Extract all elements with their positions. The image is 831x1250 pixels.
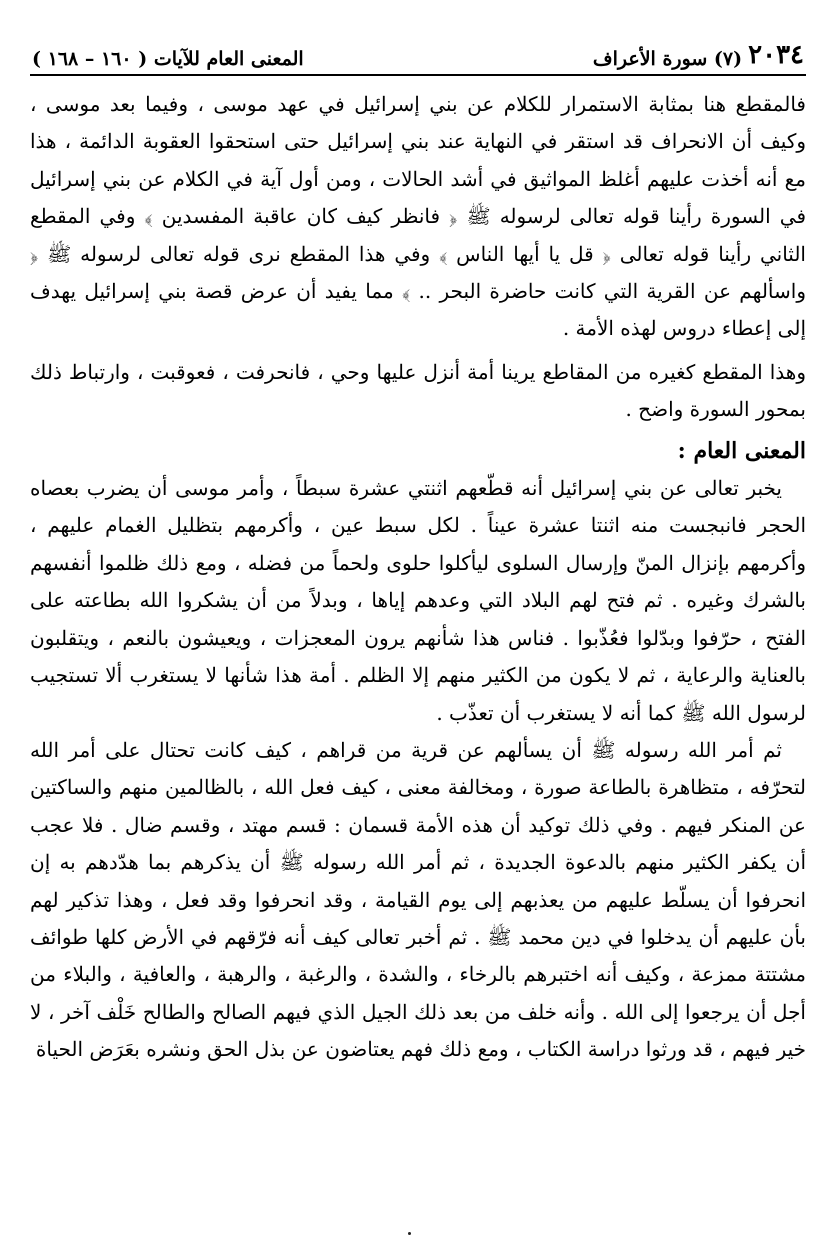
page-number: ٢٠٣٤ xyxy=(748,40,804,70)
page-content xyxy=(30,86,806,1069)
book-page xyxy=(30,34,806,1069)
paragraph-meaning-2: ثم أمر الله رسوله ﷺ أن يسألهم عن قرية من قراهم ، كيف كانت تحتال على أمر الله لتحرّفه ، متظاهرة بالطاعة صورة ، ومخالفة معنى ، كيف فعل الله ، بالظالمين منهم والساكتين عن المنكر فيهم . وفي ذلك توكيد أن هذه الأمة قسمان : قسم مهتد ، وقسم ضال . فلا عجب أن يكفر الكثير منهم بالدعوة الجديدة ، ثم أمر الله رسوله ﷺ أن يذكرهم بما هدّدهم به إن انحرفوا أن يسلّط عليهم من يعذبهم إلى يوم القيامة ، وقد انحرفوا وقد فعل ، وهذا تذكير لهم بأن عليهم أن يدخلوا في دين محمد ﷺ . ثم أخبر تعالى كيف أنه فرّقهم في الأرض كلها طوائف مشتتة ممزعة ، وكيف أنه اختبرهم بالرخاء ، والشدة ، والرغبة ، والرهبة ، والعافية ، والبلاء من أجل أن يرجعوا إلى الله . وأنه خلف من بعد ذلك الجيل الذي فيهم الصالح والطالح خَلْف آخر ، لا خير فيهم ، قد ورثوا دراسة الكتاب ، ومع ذلك فهم يعتاضون عن بذل الحق ونشره بعَرَض الحياة xyxy=(30,737,806,1062)
section-label: المعنى العام للآيات ( ١٦٠ – ١٦٨ ) xyxy=(32,48,304,70)
page-header xyxy=(30,34,806,76)
paragraph-intro: فالمقطع هنا بمثابة الاستمرار للكلام عن بني إسرائيل في عهد موسى ، وفيما بعد موسى ، وكيف أن الانحراف قد استقر في النهاية عند بني إسرائيل حتى استحقوا العقوبة الدائمة ، هذا مع أنه أخذت عليهم أغلظ المواثيق في أشد الحالات ، ومن أول آية في الكلام عن بني إسرائيل في السورة رأينا قوله تعالى لرسوله ﷺ ﴿ فانظر كيف كان عاقبة المفسدين ﴾ وفي المقطع الثاني رأينا قوله تعالى ﴿ قل يا أيها الناس ﴾ وفي هذا المقطع نرى قوله تعالى لرسوله ﷺ ﴿ واسألهم عن القرية التي كانت حاضرة البحر .. ﴾ مما يفيد أن عرض قصة بني إسرائيل يهدف إلى إعطاء دروس لهذه الأمة . xyxy=(30,92,806,341)
paragraph-summary: وهذا المقطع كغيره من المقاطع يرينا أمة أنزل عليها وحي ، فانحرفت ، فعوقبت ، وارتباط ذلك بمحور السورة واضح . xyxy=(30,359,806,422)
paragraph-meaning-1: يخبر تعالى عن بني إسرائيل أنه قطّعهم اثنتي عشرة سبطاً ، وأمر موسى أن يضرب بعصاه الحجر فانبجست منه اثنتا عشرة عيناً . لكل سبط عين ، وأكرمهم بتظليل الغمام عليهم ، وأكرمهم بإنزال المنّ وإرسال السلوى ليأكلوا حلوى ولحماً من فضله ، ومع ذلك ظلموا أنفسهم بالشرك وغيره . ثم فتح لهم البلاد التي وعدهم إياها ، وبدلاً من أن يشكروا الله بطاعته على الفتح ، حرّفوا وبدّلوا فعُذّبوا . فناس هذا شأنهم يرون المعجزات ، ويعيشون بالنعم ، ويتقلبون بالعناية والرعاية ، ثم لا يكون من الكثير منهم إلا الظلم . أمة هذا شأنها لا يستغرب ألا تستجيب لرسول الله ﷺ كما أنه لا يستغرب أن تعذّب . xyxy=(30,476,806,725)
surah-label: (٧) سورة الأعراف xyxy=(592,48,743,70)
page-end-dot xyxy=(408,1232,411,1235)
header-right xyxy=(593,40,804,70)
section-heading: المعنى العام : xyxy=(677,437,806,464)
